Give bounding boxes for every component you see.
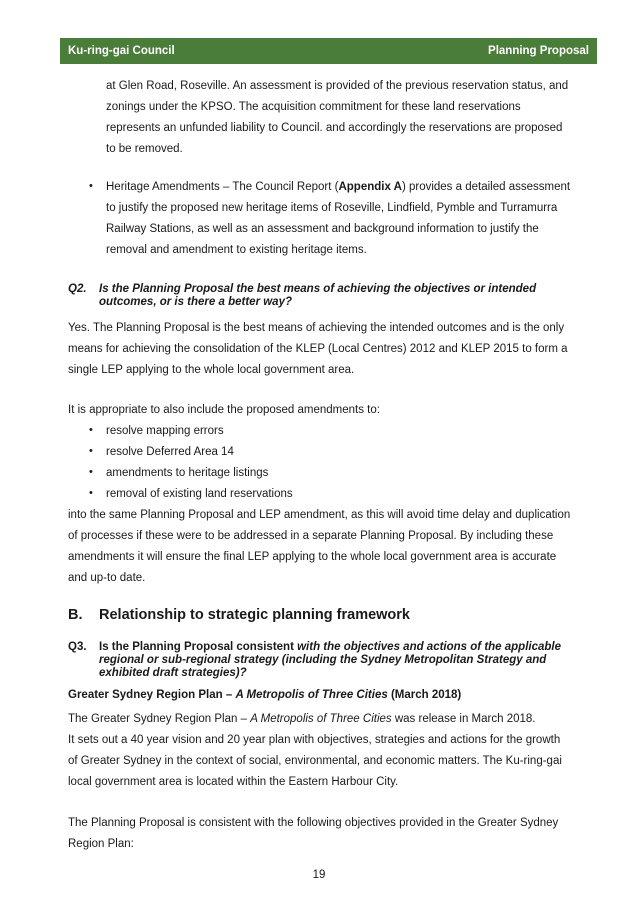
text-line: and up-to date.	[68, 572, 146, 584]
amendments-list	[106, 421, 598, 505]
text-line: exhibited draft strategies)?	[99, 667, 247, 679]
bullet-icon: •	[89, 445, 93, 457]
question-q2-heading	[68, 283, 598, 309]
list-item: resolve Deferred Area 14	[106, 446, 234, 458]
text-line	[106, 177, 598, 198]
question-number: Q3.	[68, 641, 87, 653]
page-number: 19	[312, 869, 326, 881]
text-line: into the same Planning Proposal and LEP amendment, as this will avoid time delay and duplication	[68, 509, 571, 521]
text-span: A Metropolis of Three Cities	[235, 689, 388, 701]
section-letter: B.	[68, 607, 83, 623]
bullet-icon: •	[89, 180, 93, 192]
text-line: Railway Stations, as well as an assessment and background information to justify the	[106, 223, 539, 235]
reservation-paragraph	[106, 76, 598, 160]
text-span: with the objectives and actions of the applicable	[297, 641, 562, 653]
text-span: A Metropolis of Three Cities	[250, 713, 392, 725]
text-line: to justify the proposed new heritage items of Roseville, Lindfield, Pymble and Turramurra	[106, 202, 558, 214]
text-line: Is the Planning Proposal the best means of achieving the objectives or intended	[99, 283, 537, 295]
text-line: at Glen Road, Roseville. An assessment is provided of the previous reservation status, and	[106, 80, 569, 92]
gsrp-paragraph	[68, 709, 598, 793]
text-line: Yes. The Planning Proposal is the best means of achieving the intended outcomes and is the only	[68, 322, 565, 334]
question-number: Q2.	[68, 283, 87, 295]
section-b-heading	[68, 607, 410, 623]
list-item: removal of existing land reservations	[106, 488, 293, 500]
section-title: Relationship to strategic planning framework	[99, 607, 410, 623]
text-line: represents an unfunded liability to Council. and accordingly the reservations are proposed	[106, 122, 563, 134]
appendix-a-reference: Appendix A	[338, 181, 402, 193]
question-q3-heading	[68, 641, 598, 680]
header-document-title: Planning Proposal	[488, 45, 589, 57]
list-item: resolve mapping errors	[106, 425, 224, 437]
text-line: means for achieving the consolidation of the KLEP (Local Centres) 2012 and KLEP 2015 to form a	[68, 343, 568, 355]
header-council-name: Ku-ring-gai Council	[68, 45, 175, 57]
bullet-icon: •	[89, 487, 93, 499]
gsrp-heading	[68, 689, 461, 701]
heritage-bullet	[106, 177, 598, 261]
text-line: Region Plan:	[68, 838, 134, 850]
text-line: to be removed.	[106, 143, 183, 155]
text-span: The Greater Sydney Region Plan –	[68, 713, 251, 725]
text-span: (March 2018)	[387, 689, 462, 701]
text-line: regional or sub-regional strategy (including the Sydney Metropolitan Strategy and	[99, 654, 547, 666]
text-line: It sets out a 40 year vision and 20 year plan with objectives, strategies and actions for the growth	[68, 734, 561, 746]
text-span: Greater Sydney Region Plan –	[68, 689, 236, 701]
q2-answer-paragraph	[68, 318, 598, 381]
after-list-paragraph	[68, 505, 598, 589]
text-line: outcomes, or is there a better way?	[99, 296, 293, 308]
list-item: amendments to heritage listings	[106, 467, 269, 479]
text-line: local government area is located within the Eastern Harbour City.	[68, 776, 399, 788]
amendments-intro: It is appropriate to also include the proposed amendments to:	[68, 404, 380, 416]
text-line: amendments it will ensure the final LEP applying to the whole local government area is accurate	[68, 551, 557, 563]
page-header	[60, 38, 597, 64]
text-line: zonings under the KPSO. The acquisition commitment for these land reservations	[106, 101, 521, 113]
text-line: of Greater Sydney in the context of social, environmental, and economic matters. The Ku-ring-gai	[68, 755, 562, 767]
text-line: single LEP applying to the whole local government area.	[68, 364, 355, 376]
text-span: was release in March 2018.	[391, 713, 536, 725]
text-line: The Planning Proposal is consistent with the following objectives provided in the Greater Sydney	[68, 817, 559, 829]
bullet-icon: •	[89, 466, 93, 478]
text-line: removal and amendment to existing heritage items.	[106, 244, 367, 256]
consistency-paragraph	[68, 813, 598, 855]
text-span: Is the Planning Proposal consistent	[99, 641, 298, 653]
text-span: Heritage Amendments – The Council Report (	[106, 181, 339, 193]
text-line	[99, 641, 598, 654]
text-span: ) provides a detailed assessment	[401, 181, 571, 193]
text-line	[68, 709, 598, 730]
text-line: of processes if these were to be addressed in a separate Planning Proposal. By including these	[68, 530, 554, 542]
bullet-icon: •	[89, 424, 93, 436]
